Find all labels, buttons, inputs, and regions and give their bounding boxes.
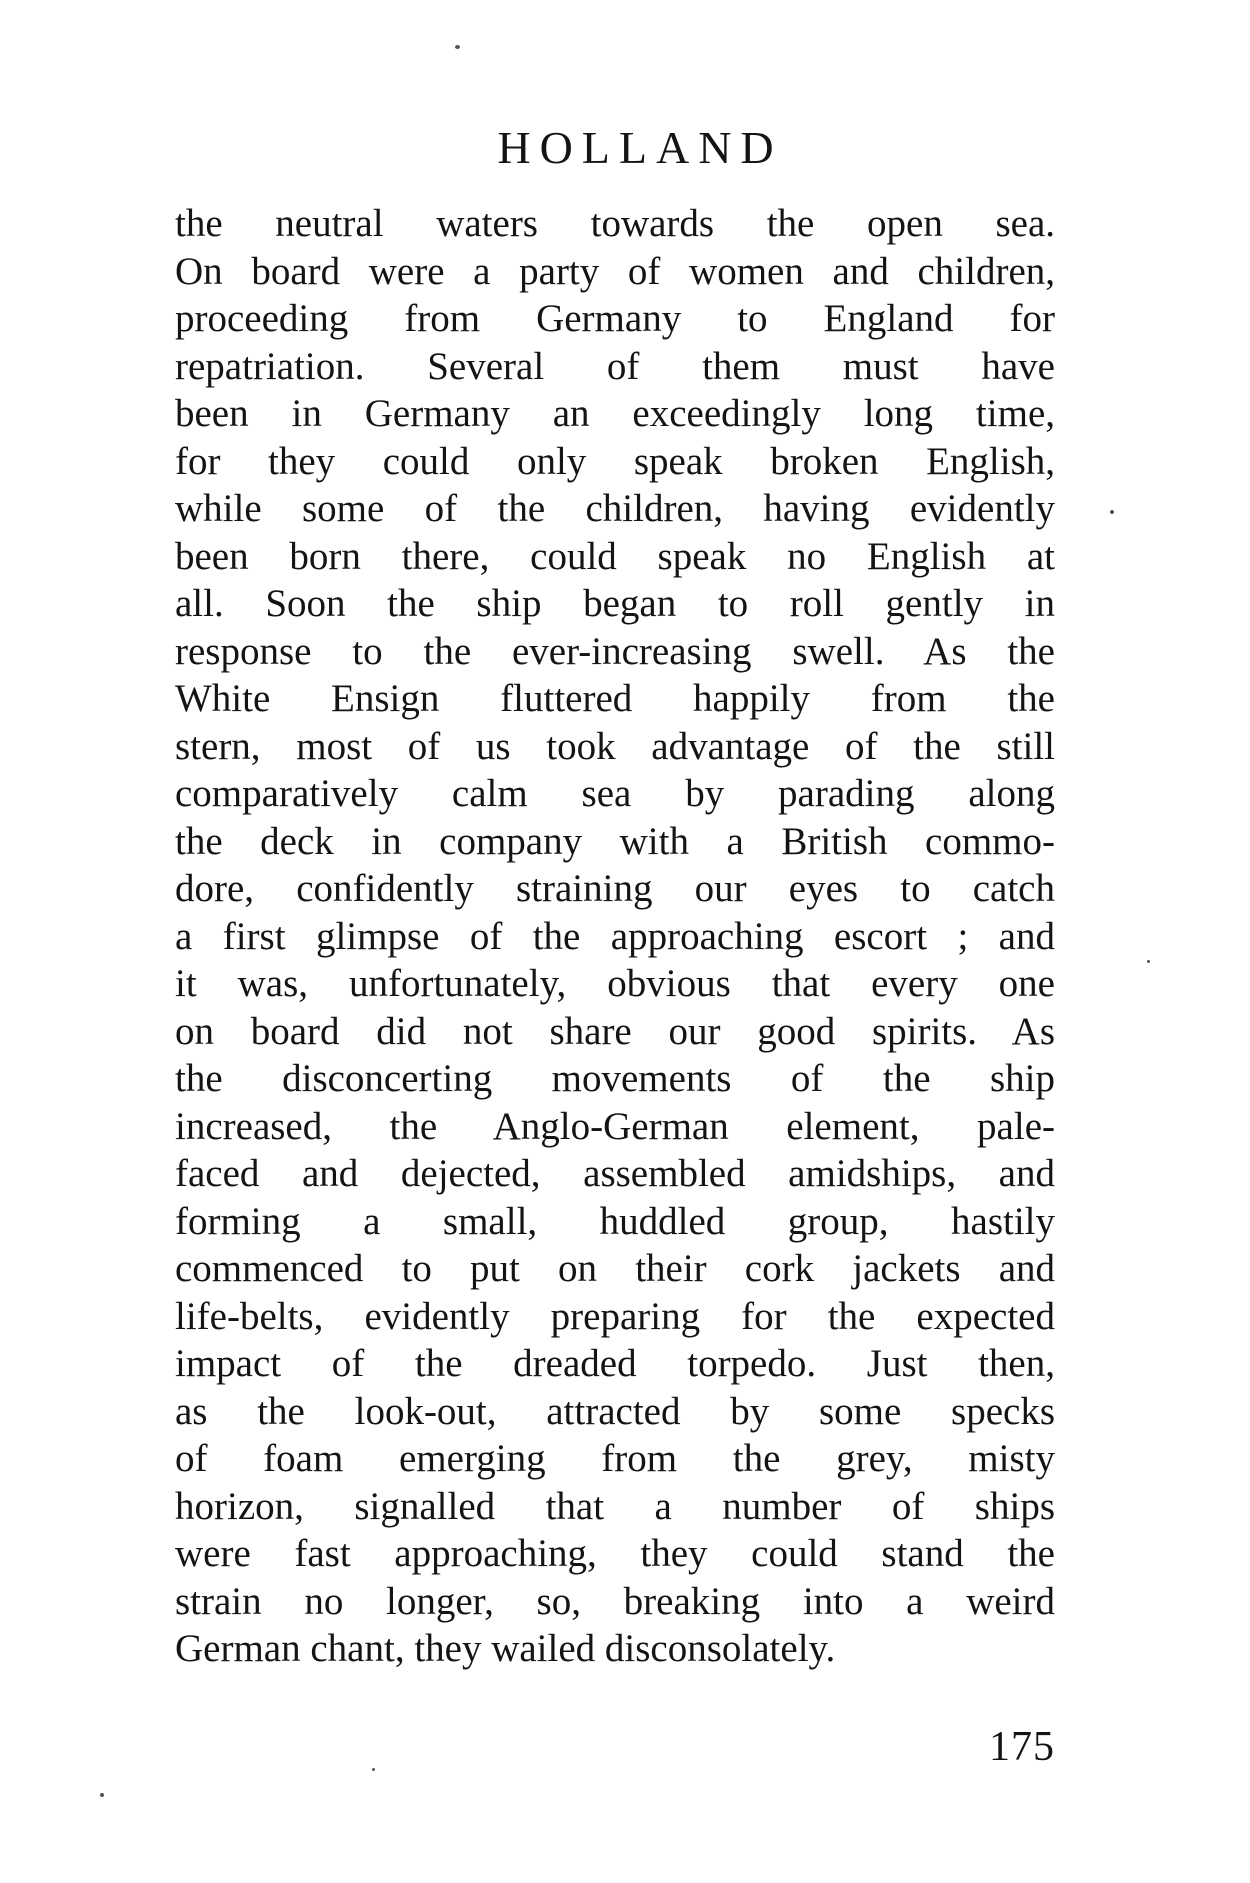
text-line: been in Germany an exceedingly long time,	[175, 392, 1055, 435]
text-line: as the look-out, attracted by some specks	[175, 1389, 1055, 1433]
text-line: for they could only speak broken English,	[175, 439, 1055, 483]
text-line: the deck in company with a British commo-	[175, 819, 1055, 863]
text-line: the neutral waters towards the open sea.	[175, 202, 1055, 245]
page-number: 175	[989, 1724, 1055, 1770]
text-line: proceeding from Germany to England for	[175, 297, 1055, 340]
scan-speck	[372, 1768, 375, 1771]
text-line: increased, the Anglo-German element, pale-	[175, 1104, 1055, 1148]
running-head: HOLLAND	[497, 122, 783, 173]
text-line: strain no longer, so, breaking into a weird	[175, 1579, 1055, 1623]
text-line: a first glimpse of the approaching escort ; and	[175, 914, 1055, 958]
scan-speck	[100, 1793, 104, 1797]
scan-speck	[1147, 960, 1150, 963]
text-line: forming a small, huddled group, hastily	[175, 1199, 1055, 1243]
text-line: the disconcerting movements of the ship	[175, 1057, 1055, 1100]
scan-speck	[455, 45, 460, 49]
text-line: On board were a party of women and children,	[175, 249, 1055, 293]
text-line: response to the ever-increasing swell. As the	[175, 629, 1055, 673]
text-line: life-belts, evidently preparing for the expected	[175, 1294, 1055, 1338]
text-line: faced and dejected, assembled amidships, and	[175, 1152, 1055, 1195]
text-line: comparatively calm sea by parading along	[175, 772, 1055, 815]
text-line: were fast approaching, they could stand the	[175, 1532, 1055, 1575]
text-line: impact of the dreaded torpedo. Just then,	[175, 1342, 1055, 1385]
body-text	[175, 200, 1055, 1673]
text-line: dore, confidently straining our eyes to catch	[175, 867, 1055, 910]
text-line: of foam emerging from the grey, misty	[175, 1437, 1055, 1480]
text-line: stern, most of us took advantage of the still	[175, 724, 1055, 768]
scan-speck	[1110, 510, 1114, 514]
text-line: commenced to put on their cork jackets and	[175, 1247, 1055, 1290]
text-line: White Ensign fluttered happily from the	[175, 677, 1055, 720]
text-line: repatriation. Several of them must have	[175, 344, 1055, 388]
text-line: horizon, signalled that a number of ships	[175, 1484, 1055, 1528]
text-line: while some of the children, having evidently	[175, 487, 1055, 530]
text-line: on board did not share our good spirits. As	[175, 1009, 1055, 1053]
text-line: been born there, could speak no English at	[175, 534, 1055, 578]
text-line: it was, unfortunately, obvious that every one	[175, 962, 1055, 1005]
text-line: all. Soon the ship began to roll gently in	[175, 582, 1055, 625]
text-line: German chant, they wailed disconsolately.	[175, 1627, 836, 1670]
